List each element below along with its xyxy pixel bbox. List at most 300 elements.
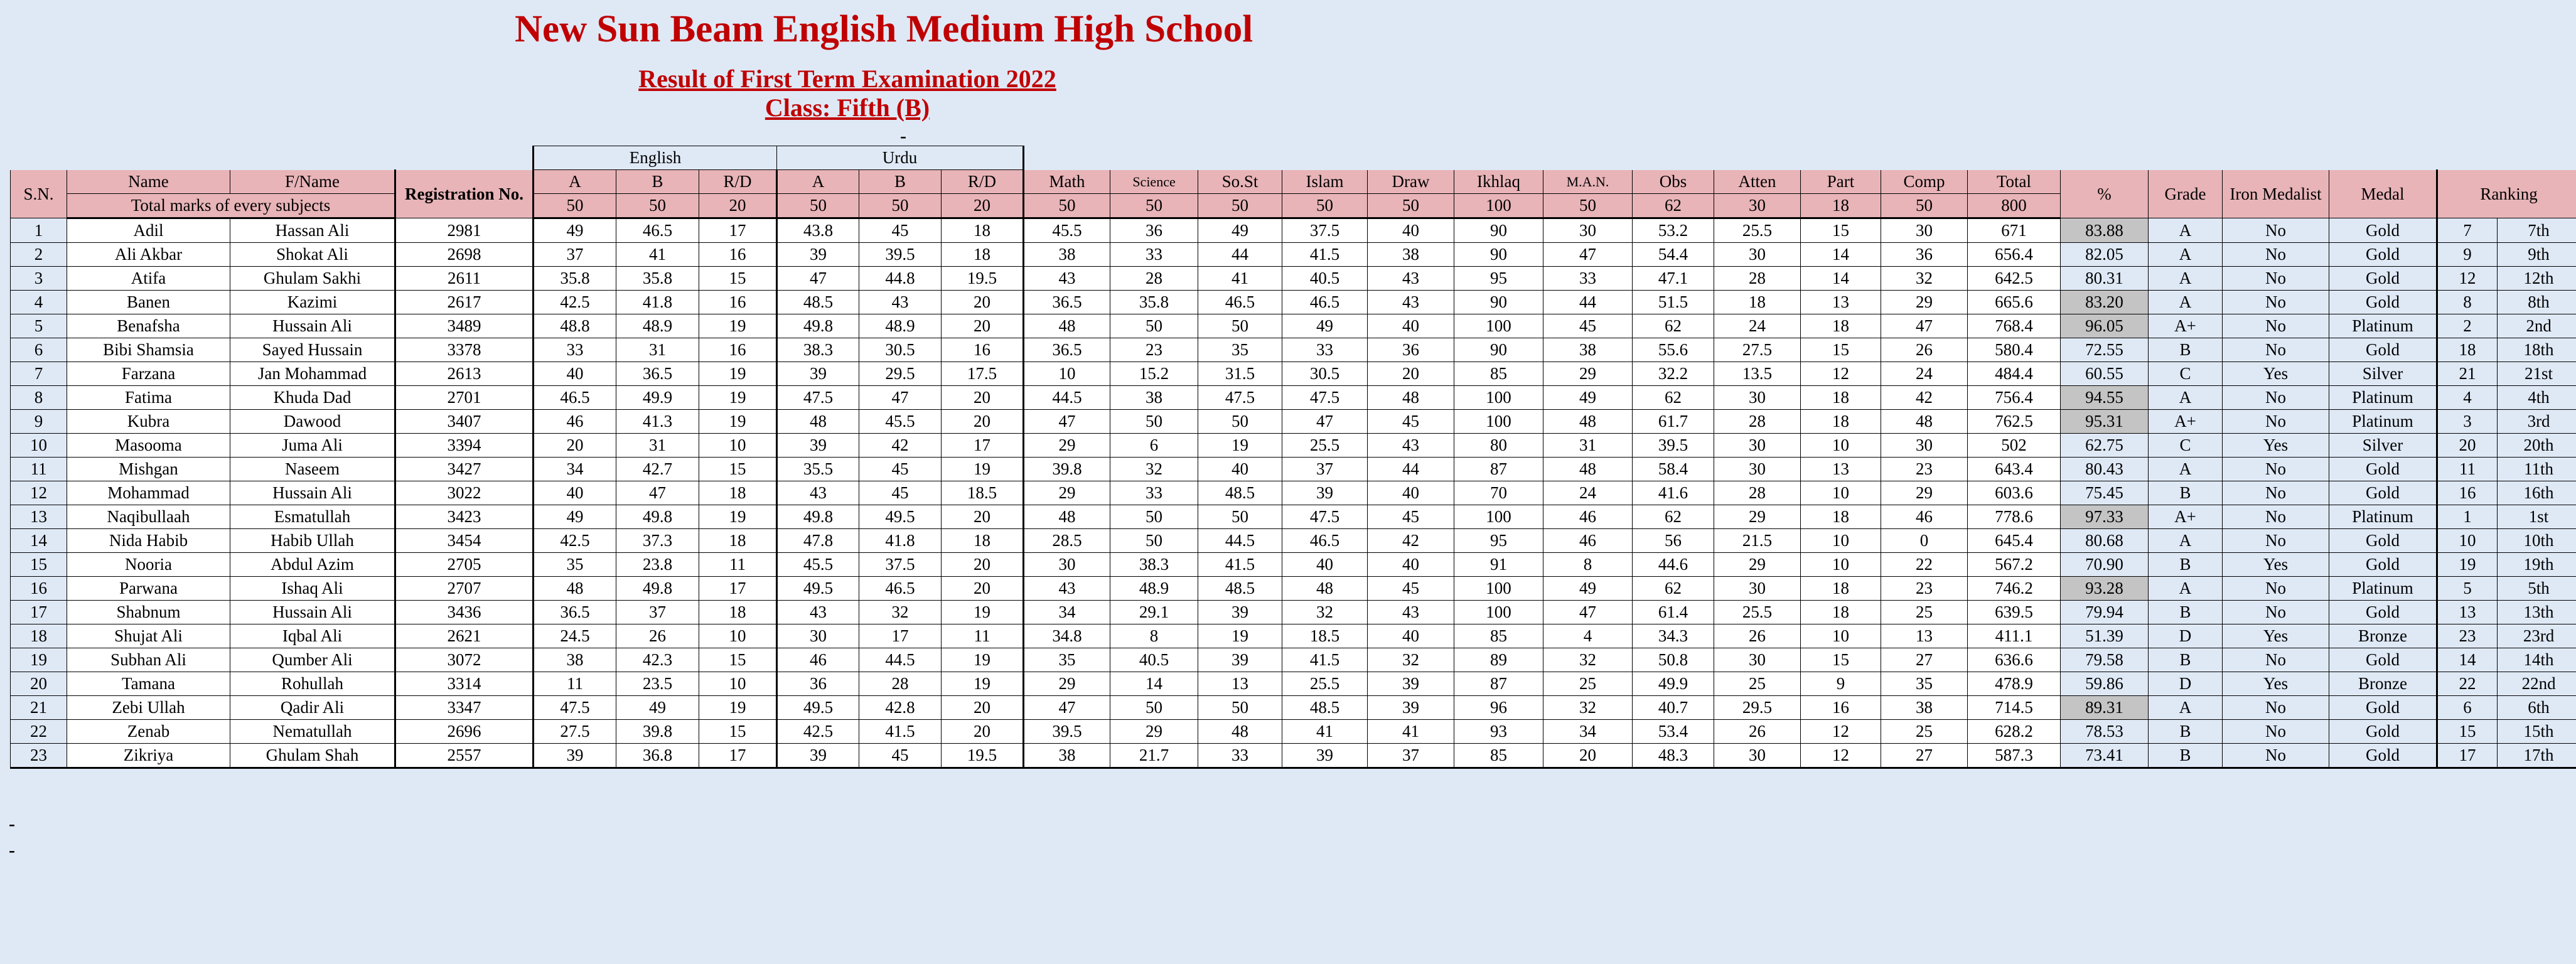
- cell-comp: 29: [1881, 291, 1968, 314]
- cell-english-a: 39: [534, 744, 616, 768]
- cell-man: 49: [1543, 577, 1633, 601]
- cell-registration: 3489: [395, 314, 534, 338]
- cell-total: 567.2: [1968, 553, 2061, 577]
- cell-rank-position: 20th: [2498, 434, 2576, 458]
- cell-english-rd: 15: [699, 458, 777, 481]
- cell-obs: 53.2: [1633, 218, 1714, 243]
- cell-comp: 22: [1881, 553, 1968, 577]
- cell-science: 8: [1110, 624, 1198, 648]
- cell-english-b: 31: [616, 338, 699, 362]
- cell-comp: 29: [1881, 481, 1968, 505]
- cell-science: 15.2: [1110, 362, 1198, 386]
- cell-sost: 47.5: [1198, 386, 1282, 410]
- cell-sn: 11: [11, 458, 67, 481]
- cell-part: 18: [1801, 314, 1881, 338]
- cell-medal: Silver: [2329, 434, 2437, 458]
- urdu-group: Urdu: [777, 146, 1024, 170]
- cell-medal: Gold: [2329, 696, 2437, 720]
- cell-iron-medalist: Yes: [2223, 672, 2329, 696]
- cell-obs: 44.6: [1633, 553, 1714, 577]
- cell-sn: 18: [11, 624, 67, 648]
- cell-urdu-b: 44.5: [859, 648, 942, 672]
- cell-urdu-b: 30.5: [859, 338, 942, 362]
- cell-percent: 78.53: [2061, 720, 2149, 744]
- max-islam: 50: [1282, 194, 1368, 218]
- col-urdu-b: B: [859, 170, 942, 194]
- cell-man: 30: [1543, 218, 1633, 243]
- cell-english-rd: 19: [699, 696, 777, 720]
- table-row: [11, 243, 2576, 267]
- cell-english-a: 38: [534, 648, 616, 672]
- table-row: [11, 434, 2576, 458]
- header-row: [11, 170, 2576, 194]
- cell-sost: 39: [1198, 648, 1282, 672]
- cell-english-b: 42.7: [616, 458, 699, 481]
- col-name: Name: [67, 170, 230, 194]
- table-row: [11, 672, 2576, 696]
- cell-urdu-a: 39: [777, 744, 859, 768]
- cell-part: 9: [1801, 672, 1881, 696]
- cell-name: Banen: [67, 291, 230, 314]
- cell-percent: 79.58: [2061, 648, 2149, 672]
- cell-rank-number: 19: [2437, 553, 2498, 577]
- cell-rank-number: 12: [2437, 267, 2498, 291]
- cell-rank-number: 7: [2437, 218, 2498, 243]
- cell-rank-position: 23rd: [2498, 624, 2576, 648]
- cell-grade: A: [2149, 218, 2223, 243]
- cell-english-rd: 16: [699, 338, 777, 362]
- cell-rank-position: 10th: [2498, 529, 2576, 553]
- cell-english-rd: 19: [699, 314, 777, 338]
- table-row: [11, 218, 2576, 243]
- table-row: [11, 577, 2576, 601]
- cell-islam: 47.5: [1282, 505, 1368, 529]
- cell-obs: 49.9: [1633, 672, 1714, 696]
- cell-urdu-rd: 20: [942, 410, 1024, 434]
- cell-english-b: 41.8: [616, 291, 699, 314]
- cell-science: 36: [1110, 218, 1198, 243]
- cell-urdu-a: 47.5: [777, 386, 859, 410]
- col-part: Part: [1801, 170, 1881, 194]
- cell-urdu-rd: 18.5: [942, 481, 1024, 505]
- cell-science: 14: [1110, 672, 1198, 696]
- cell-comp: 42: [1881, 386, 1968, 410]
- cell-comp: 27: [1881, 648, 1968, 672]
- cell-sost: 44.5: [1198, 529, 1282, 553]
- cell-atten: 29: [1714, 505, 1801, 529]
- cell-total: 642.5: [1968, 267, 2061, 291]
- cell-grade: B: [2149, 338, 2223, 362]
- max-urdu-b: 50: [859, 194, 942, 218]
- col-islam: Islam: [1282, 170, 1368, 194]
- cell-draw: 39: [1368, 672, 1454, 696]
- cell-part: 13: [1801, 458, 1881, 481]
- cell-percent: 51.39: [2061, 624, 2149, 648]
- cell-iron-medalist: No: [2223, 291, 2329, 314]
- cell-math: 34: [1024, 601, 1110, 624]
- cell-rank-position: 6th: [2498, 696, 2576, 720]
- cell-draw: 40: [1368, 553, 1454, 577]
- cell-atten: 30: [1714, 434, 1801, 458]
- cell-fname: Ghulam Shah: [230, 744, 395, 768]
- cell-ikhlaq: 95: [1454, 529, 1543, 553]
- cell-obs: 47.1: [1633, 267, 1714, 291]
- max-atten: 30: [1714, 194, 1801, 218]
- cell-rank-number: 6: [2437, 696, 2498, 720]
- cell-name: Atifa: [67, 267, 230, 291]
- cell-ikhlaq: 90: [1454, 218, 1543, 243]
- cell-name: Fatima: [67, 386, 230, 410]
- cell-grade: A: [2149, 696, 2223, 720]
- cell-english-b: 23.8: [616, 553, 699, 577]
- cell-urdu-b: 43: [859, 291, 942, 314]
- cell-part: 13: [1801, 291, 1881, 314]
- cell-rank-position: 7th: [2498, 218, 2576, 243]
- cell-english-b: 35.8: [616, 267, 699, 291]
- cell-total: 603.6: [1968, 481, 2061, 505]
- cell-fname: Habib Ullah: [230, 529, 395, 553]
- cell-medal: Gold: [2329, 218, 2437, 243]
- cell-obs: 62: [1633, 577, 1714, 601]
- cell-grade: B: [2149, 648, 2223, 672]
- cell-ikhlaq: 87: [1454, 672, 1543, 696]
- col-registration: Registration No.: [395, 170, 534, 218]
- cell-english-b: 49.9: [616, 386, 699, 410]
- cell-urdu-rd: 19.5: [942, 267, 1024, 291]
- cell-rank-position: 17th: [2498, 744, 2576, 768]
- cell-draw: 36: [1368, 338, 1454, 362]
- cell-atten: 13.5: [1714, 362, 1801, 386]
- cell-atten: 26: [1714, 720, 1801, 744]
- cell-comp: 24: [1881, 362, 1968, 386]
- cell-atten: 24: [1714, 314, 1801, 338]
- cell-percent: 80.31: [2061, 267, 2149, 291]
- max-english-a: 50: [534, 194, 616, 218]
- cell-rank-position: 15th: [2498, 720, 2576, 744]
- cell-islam: 30.5: [1282, 362, 1368, 386]
- cell-urdu-b: 49.5: [859, 505, 942, 529]
- col-grade: Grade: [2149, 170, 2223, 218]
- col-man: M.A.N.: [1543, 170, 1633, 194]
- cell-ikhlaq: 90: [1454, 338, 1543, 362]
- cell-fname: Hussain Ali: [230, 601, 395, 624]
- cell-math: 39.5: [1024, 720, 1110, 744]
- cell-rank-number: 5: [2437, 577, 2498, 601]
- cell-math: 10: [1024, 362, 1110, 386]
- col-urdu-rd: R/D: [942, 170, 1024, 194]
- cell-medal: Platinum: [2329, 386, 2437, 410]
- dash-mark: -: [9, 840, 15, 860]
- cell-registration: 3347: [395, 696, 534, 720]
- cell-fname: Rohullah: [230, 672, 395, 696]
- cell-urdu-b: 29.5: [859, 362, 942, 386]
- cell-rank-position: 11th: [2498, 458, 2576, 481]
- cell-science: 50: [1110, 505, 1198, 529]
- cell-name: Nida Habib: [67, 529, 230, 553]
- cell-part: 16: [1801, 696, 1881, 720]
- cell-sn: 12: [11, 481, 67, 505]
- cell-urdu-rd: 20: [942, 696, 1024, 720]
- cell-medal: Gold: [2329, 648, 2437, 672]
- cell-rank-number: 11: [2437, 458, 2498, 481]
- cell-grade: A: [2149, 267, 2223, 291]
- cell-comp: 23: [1881, 458, 1968, 481]
- cell-fname: Ghulam Sakhi: [230, 267, 395, 291]
- school-title: New Sun Beam English Medium High School: [515, 8, 1253, 50]
- cell-english-a: 48: [534, 577, 616, 601]
- cell-math: 48: [1024, 505, 1110, 529]
- cell-english-b: 47: [616, 481, 699, 505]
- cell-atten: 27.5: [1714, 338, 1801, 362]
- cell-total: 411.1: [1968, 624, 2061, 648]
- cell-ikhlaq: 85: [1454, 744, 1543, 768]
- cell-man: 32: [1543, 648, 1633, 672]
- table-row: [11, 338, 2576, 362]
- cell-comp: 48: [1881, 410, 1968, 434]
- cell-sost: 33: [1198, 744, 1282, 768]
- cell-english-rd: 15: [699, 267, 777, 291]
- cell-name: Nooria: [67, 553, 230, 577]
- cell-grade: D: [2149, 672, 2223, 696]
- cell-science: 28: [1110, 267, 1198, 291]
- cell-obs: 50.8: [1633, 648, 1714, 672]
- cell-comp: 32: [1881, 267, 1968, 291]
- cell-english-a: 27.5: [534, 720, 616, 744]
- cell-english-rd: 19: [699, 505, 777, 529]
- cell-obs: 48.3: [1633, 744, 1714, 768]
- cell-science: 33: [1110, 481, 1198, 505]
- cell-man: 29: [1543, 362, 1633, 386]
- cell-english-rd: 18: [699, 529, 777, 553]
- cell-registration: 2557: [395, 744, 534, 768]
- cell-registration: 3407: [395, 410, 534, 434]
- col-english-rd: R/D: [699, 170, 777, 194]
- cell-science: 29.1: [1110, 601, 1198, 624]
- cell-obs: 56: [1633, 529, 1714, 553]
- cell-sost: 48.5: [1198, 481, 1282, 505]
- max-science: 50: [1110, 194, 1198, 218]
- cell-total: 656.4: [1968, 243, 2061, 267]
- cell-urdu-a: 48: [777, 410, 859, 434]
- cell-fname: Ishaq Ali: [230, 577, 395, 601]
- cell-draw: 45: [1368, 577, 1454, 601]
- cell-science: 38: [1110, 386, 1198, 410]
- cell-english-b: 36.8: [616, 744, 699, 768]
- cell-comp: 27: [1881, 744, 1968, 768]
- cell-iron-medalist: No: [2223, 744, 2329, 768]
- cell-atten: 21.5: [1714, 529, 1801, 553]
- cell-atten: 18: [1714, 291, 1801, 314]
- cell-draw: 43: [1368, 267, 1454, 291]
- cell-science: 6: [1110, 434, 1198, 458]
- cell-man: 20: [1543, 744, 1633, 768]
- cell-islam: 48: [1282, 577, 1368, 601]
- cell-man: 48: [1543, 458, 1633, 481]
- cell-medal: Silver: [2329, 362, 2437, 386]
- cell-sn: 2: [11, 243, 67, 267]
- cell-english-rd: 16: [699, 291, 777, 314]
- cell-registration: 3436: [395, 601, 534, 624]
- cell-registration: 2613: [395, 362, 534, 386]
- cell-rank-position: 19th: [2498, 553, 2576, 577]
- cell-comp: 25: [1881, 601, 1968, 624]
- cell-draw: 40: [1368, 314, 1454, 338]
- exam-title: Result of First Term Examination 2022: [638, 65, 1056, 93]
- cell-part: 18: [1801, 505, 1881, 529]
- cell-english-b: 41: [616, 243, 699, 267]
- cell-draw: 43: [1368, 291, 1454, 314]
- cell-math: 28.5: [1024, 529, 1110, 553]
- cell-urdu-a: 35.5: [777, 458, 859, 481]
- cell-sn: 10: [11, 434, 67, 458]
- cell-fname: Iqbal Ali: [230, 624, 395, 648]
- cell-obs: 62: [1633, 386, 1714, 410]
- cell-urdu-rd: 19: [942, 601, 1024, 624]
- cell-urdu-a: 48.5: [777, 291, 859, 314]
- cell-grade: A: [2149, 458, 2223, 481]
- cell-registration: 3454: [395, 529, 534, 553]
- cell-registration: 2621: [395, 624, 534, 648]
- cell-comp: 30: [1881, 218, 1968, 243]
- cell-grade: A: [2149, 577, 2223, 601]
- cell-english-rd: 16: [699, 243, 777, 267]
- cell-sn: 5: [11, 314, 67, 338]
- cell-grade: D: [2149, 624, 2223, 648]
- cell-urdu-a: 45.5: [777, 553, 859, 577]
- cell-rank-number: 2: [2437, 314, 2498, 338]
- cell-percent: 89.31: [2061, 696, 2149, 720]
- cell-atten: 25.5: [1714, 601, 1801, 624]
- cell-english-a: 35.8: [534, 267, 616, 291]
- cell-man: 46: [1543, 505, 1633, 529]
- cell-comp: 13: [1881, 624, 1968, 648]
- cell-urdu-a: 49.8: [777, 505, 859, 529]
- cell-part: 10: [1801, 553, 1881, 577]
- cell-rank-number: 4: [2437, 386, 2498, 410]
- cell-fname: Dawood: [230, 410, 395, 434]
- col-percent: %: [2061, 170, 2149, 218]
- cell-part: 15: [1801, 648, 1881, 672]
- cell-ikhlaq: 100: [1454, 505, 1543, 529]
- cell-total: 665.6: [1968, 291, 2061, 314]
- cell-sost: 46.5: [1198, 291, 1282, 314]
- table-row: [11, 505, 2576, 529]
- col-total: Total: [1968, 170, 2061, 194]
- cell-english-b: 46.5: [616, 218, 699, 243]
- cell-medal: Platinum: [2329, 410, 2437, 434]
- cell-english-b: 41.3: [616, 410, 699, 434]
- cell-english-a: 11: [534, 672, 616, 696]
- col-iron-medalist: Iron Medalist: [2223, 170, 2329, 218]
- cell-english-rd: 17: [699, 218, 777, 243]
- cell-name: Zebi Ullah: [67, 696, 230, 720]
- cell-urdu-a: 39: [777, 243, 859, 267]
- cell-math: 36.5: [1024, 291, 1110, 314]
- cell-science: 38.3: [1110, 553, 1198, 577]
- table-row: [11, 410, 2576, 434]
- cell-sost: 48.5: [1198, 577, 1282, 601]
- cell-math: 29: [1024, 434, 1110, 458]
- cell-islam: 32: [1282, 601, 1368, 624]
- cell-draw: 39: [1368, 696, 1454, 720]
- cell-urdu-b: 47: [859, 386, 942, 410]
- cell-total: 587.3: [1968, 744, 2061, 768]
- table-row: [11, 362, 2576, 386]
- cell-name: Benafsha: [67, 314, 230, 338]
- cell-iron-medalist: Yes: [2223, 434, 2329, 458]
- cell-islam: 33: [1282, 338, 1368, 362]
- cell-percent: 83.20: [2061, 291, 2149, 314]
- cell-atten: 30: [1714, 386, 1801, 410]
- cell-urdu-b: 45: [859, 481, 942, 505]
- cell-atten: 30: [1714, 458, 1801, 481]
- cell-rank-position: 16th: [2498, 481, 2576, 505]
- cell-iron-medalist: No: [2223, 529, 2329, 553]
- max-ikhlaq: 100: [1454, 194, 1543, 218]
- cell-man: 47: [1543, 243, 1633, 267]
- table-row: [11, 386, 2576, 410]
- cell-english-b: 37.3: [616, 529, 699, 553]
- cell-english-b: 49.8: [616, 505, 699, 529]
- cell-urdu-b: 45: [859, 458, 942, 481]
- cell-man: 48: [1543, 410, 1633, 434]
- cell-rank-position: 9th: [2498, 243, 2576, 267]
- table-row: [11, 744, 2576, 768]
- cell-percent: 59.86: [2061, 672, 2149, 696]
- cell-urdu-rd: 17.5: [942, 362, 1024, 386]
- cell-grade: A: [2149, 529, 2223, 553]
- cell-rank-position: 8th: [2498, 291, 2576, 314]
- cell-part: 10: [1801, 624, 1881, 648]
- cell-urdu-rd: 20: [942, 505, 1024, 529]
- cell-urdu-b: 42: [859, 434, 942, 458]
- cell-math: 38: [1024, 243, 1110, 267]
- cell-man: 25: [1543, 672, 1633, 696]
- cell-urdu-a: 46: [777, 648, 859, 672]
- cell-science: 50: [1110, 410, 1198, 434]
- cell-medal: Platinum: [2329, 505, 2437, 529]
- cell-draw: 48: [1368, 386, 1454, 410]
- table-row: [11, 624, 2576, 648]
- cell-ikhlaq: 100: [1454, 314, 1543, 338]
- cell-man: 44: [1543, 291, 1633, 314]
- cell-comp: 35: [1881, 672, 1968, 696]
- table-row: [11, 458, 2576, 481]
- cell-sn: 19: [11, 648, 67, 672]
- cell-urdu-rd: 20: [942, 553, 1024, 577]
- cell-sost: 39: [1198, 601, 1282, 624]
- cell-iron-medalist: No: [2223, 696, 2329, 720]
- cell-name: Zenab: [67, 720, 230, 744]
- cell-english-a: 48.8: [534, 314, 616, 338]
- cell-obs: 61.4: [1633, 601, 1714, 624]
- table-row: [11, 696, 2576, 720]
- cell-urdu-b: 45: [859, 744, 942, 768]
- cell-english-b: 26: [616, 624, 699, 648]
- cell-comp: 26: [1881, 338, 1968, 362]
- cell-name: Kubra: [67, 410, 230, 434]
- cell-name: Mohammad: [67, 481, 230, 505]
- cell-urdu-b: 17: [859, 624, 942, 648]
- cell-part: 18: [1801, 577, 1881, 601]
- max-urdu-rd: 20: [942, 194, 1024, 218]
- cell-islam: 40: [1282, 553, 1368, 577]
- cell-iron-medalist: No: [2223, 314, 2329, 338]
- cell-comp: 46: [1881, 505, 1968, 529]
- cell-ikhlaq: 95: [1454, 267, 1543, 291]
- cell-science: 50: [1110, 696, 1198, 720]
- cell-english-a: 46.5: [534, 386, 616, 410]
